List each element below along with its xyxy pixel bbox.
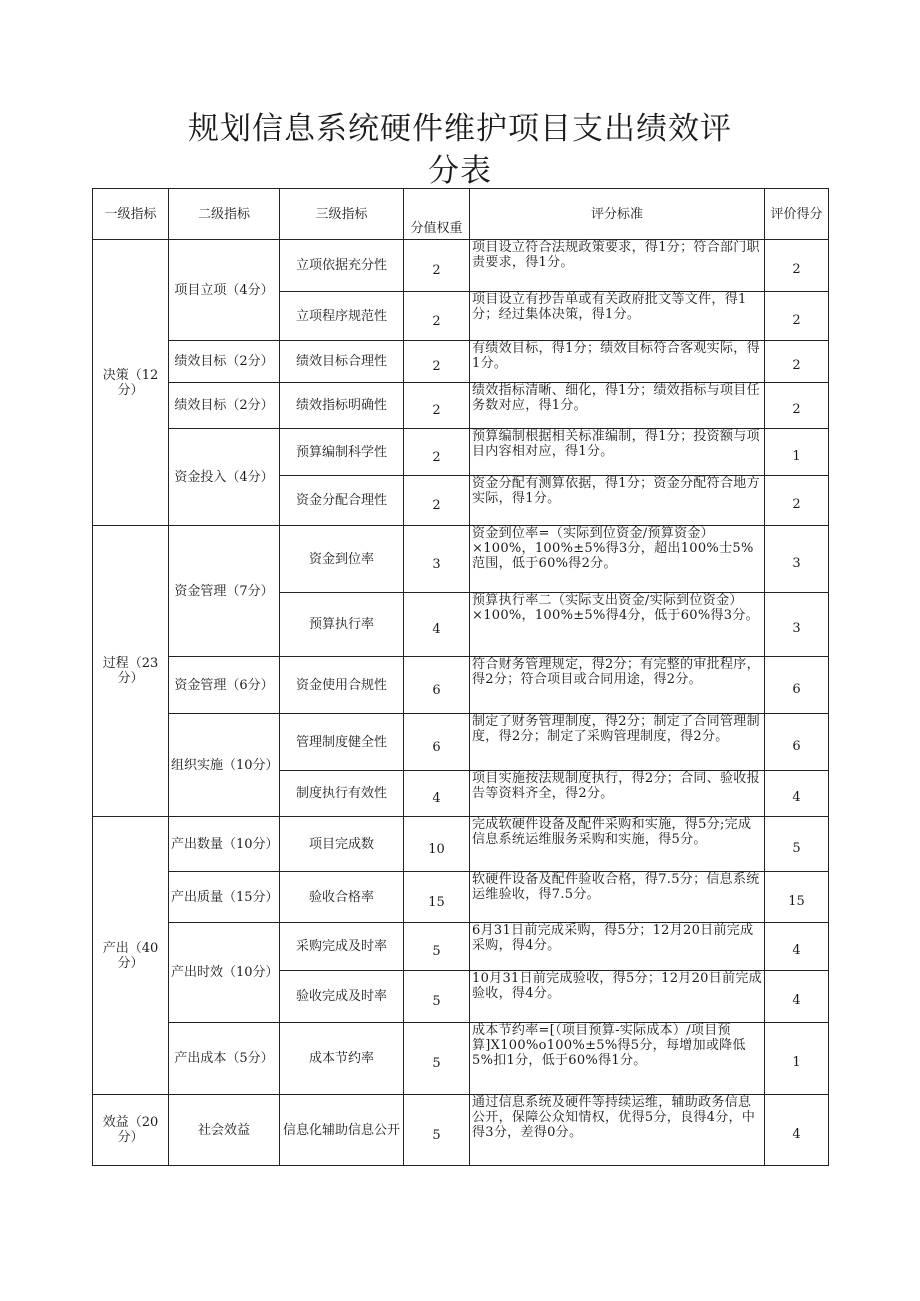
standard-cell: 项目实施按法规制度执行，得2分；合同、验收报告等资料齐全，得2分。 (470, 771, 765, 817)
level1-decision: 决策（12分） (93, 240, 169, 526)
weight-cell: 5 (404, 1023, 470, 1095)
table-row (93, 923, 829, 971)
standard-cell: 资金到位率=（实际到位资金/预算资金）×100%，100%±5%得3分，超出100%士5%范围，低于60%得2分。 (470, 526, 765, 593)
score-cell: 4 (765, 771, 829, 817)
weight-cell: 15 (404, 872, 470, 923)
weight-cell: 10 (404, 817, 470, 872)
level3-cell: 资金使用合规性 (280, 657, 404, 714)
weight-cell: 2 (404, 476, 470, 526)
level3-cell: 验收完成及时率 (280, 971, 404, 1023)
weight-cell: 5 (404, 923, 470, 971)
header-level3: 三级指标 (280, 189, 404, 240)
standard-cell: 通过信息系统及硬件等持续运维，辅助政务信息公开，保障公众知情权，优得5分，良得4分，中得3分，差得0分。 (470, 1095, 765, 1166)
weight-cell: 5 (404, 1095, 470, 1166)
score-cell: 4 (765, 923, 829, 971)
weight-cell: 4 (404, 771, 470, 817)
level3-cell: 立项依据充分性 (280, 240, 404, 292)
level2-output-quality: 产出质量（15分） (169, 872, 280, 923)
score-cell: 1 (765, 429, 829, 476)
level1-output: 产出（40分） (93, 817, 169, 1095)
level2-social: 社会效益 (169, 1095, 280, 1166)
weight-cell: 4 (404, 593, 470, 657)
table-row (93, 240, 829, 292)
level3-cell: 管理制度健全性 (280, 714, 404, 771)
standard-cell: 10月31日前完成验收，得5分；12月20日前完成验收，得4分。 (470, 971, 765, 1023)
score-cell: 2 (765, 341, 829, 383)
level3-cell: 绩效目标合理性 (280, 341, 404, 383)
level3-cell: 项目完成数 (280, 817, 404, 872)
score-cell: 6 (765, 657, 829, 714)
level3-cell: 立项程序规范性 (280, 292, 404, 341)
header-standard: 评分标准 (470, 189, 765, 240)
header-level2: 二级指标 (169, 189, 280, 240)
table-row (93, 714, 829, 771)
table-row (93, 429, 829, 476)
title-line-1: 规划信息系统硬件维护项目支出绩效评 (188, 111, 732, 147)
table-row (93, 1095, 829, 1166)
weight-cell: 2 (404, 240, 470, 292)
level3-cell: 信息化辅助信息公开 (280, 1095, 404, 1166)
score-cell: 3 (765, 593, 829, 657)
level2-output-cost: 产出成本（5分） (169, 1023, 280, 1095)
standard-cell: 资金分配有测算依据，得1分；资金分配符合地方实际，得1分。 (470, 476, 765, 526)
level1-process: 过程（23分） (93, 526, 169, 817)
standard-cell: 绩效指标清晰、细化，得1分；绩效指标与项目任务数对应，得1分。 (470, 383, 765, 429)
score-table (92, 188, 829, 1166)
level3-cell: 采购完成及时率 (280, 923, 404, 971)
level2-goal-1: 绩效目标（2分） (169, 341, 280, 383)
level2-goal-2: 绩效目标（2分） (169, 383, 280, 429)
score-cell: 2 (765, 383, 829, 429)
table-row (93, 872, 829, 923)
table-row (93, 341, 829, 383)
weight-cell: 5 (404, 971, 470, 1023)
header-weight: 分值权重 (404, 189, 470, 240)
score-cell: 6 (765, 714, 829, 771)
level2-output-qty: 产出数量（10分） (169, 817, 280, 872)
standard-cell: 预算执行率二（实际支出资金/实际到位资金）×100%，100%±5%得4分，低于60%得3分。 (470, 593, 765, 657)
score-cell: 2 (765, 476, 829, 526)
page-title (92, 108, 828, 192)
level2-fund-mgmt-1: 资金管理（7分） (169, 526, 280, 657)
standard-cell: 项目设立符合法规政策要求，得1分；符合部门职责要求，得1分。 (470, 240, 765, 292)
standard-cell: 成本节约率=[（项目预算-实际成本）/项目预算]X100%o100%±5%得5分，每增加或降低5%扣1分，低于60%得1分。 (470, 1023, 765, 1095)
level2-org-impl: 组织实施（10分） (169, 714, 280, 817)
table-row (93, 817, 829, 872)
level3-cell: 绩效指标明确性 (280, 383, 404, 429)
header-level1: 一级指标 (93, 189, 169, 240)
level3-cell: 资金分配合理性 (280, 476, 404, 526)
weight-cell: 2 (404, 429, 470, 476)
standard-cell: 项目设立有抄告单或有关政府批文等文件，得1分；经过集体决策，得1分。 (470, 292, 765, 341)
level3-cell: 成本节约率 (280, 1023, 404, 1095)
level3-cell: 验收合格率 (280, 872, 404, 923)
table-row (93, 1023, 829, 1095)
weight-cell: 2 (404, 383, 470, 429)
level2-project-setup: 项目立项（4分） (169, 240, 280, 341)
score-cell: 1 (765, 1023, 829, 1095)
standard-cell: 预算编制根据相关标准编制，得1分；投资额与项目内容相对应，得1分。 (470, 429, 765, 476)
level3-cell: 预算执行率 (280, 593, 404, 657)
title-line-2: 分表 (428, 153, 492, 189)
score-cell: 4 (765, 1095, 829, 1166)
header-score: 评价得分 (765, 189, 829, 240)
standard-cell: 6月31日前完成采购，得5分；12月20日前完成采购，得4分。 (470, 923, 765, 971)
score-cell: 3 (765, 526, 829, 593)
standard-cell: 软硬件设备及配件验收合格，得7.5分；信息系统运维验收，得7.5分。 (470, 872, 765, 923)
standard-cell: 完成软硬件设备及配件采购和实施，得5分;完成信息系统运维服务采购和实施，得5分。 (470, 817, 765, 872)
header-row (93, 189, 829, 240)
weight-cell: 3 (404, 526, 470, 593)
score-cell: 4 (765, 971, 829, 1023)
level3-cell: 制度执行有效性 (280, 771, 404, 817)
score-cell: 2 (765, 292, 829, 341)
table-row (93, 657, 829, 714)
level3-cell: 预算编制科学性 (280, 429, 404, 476)
weight-cell: 2 (404, 341, 470, 383)
weight-cell: 6 (404, 657, 470, 714)
standard-cell: 符合财务管理规定，得2分；有完整的审批程序，得2分；符合项目或合同用途，得2分。 (470, 657, 765, 714)
weight-cell: 6 (404, 714, 470, 771)
level2-funds-input: 资金投入（4分） (169, 429, 280, 526)
level2-output-time: 产出时效（10分） (169, 923, 280, 1023)
standard-cell: 制定了财务管理制度，得2分；制定了合同管理制度，得2分；制定了采购管理制度，得2分。 (470, 714, 765, 771)
standard-cell: 有绩效目标，得1分；绩效目标符合客观实际，得1分。 (470, 341, 765, 383)
table-row (93, 383, 829, 429)
level1-benefit: 效益（20分） (93, 1095, 169, 1166)
level3-cell: 资金到位率 (280, 526, 404, 593)
score-cell: 5 (765, 817, 829, 872)
level2-fund-mgmt-2: 资金管理（6分） (169, 657, 280, 714)
table-row (93, 526, 829, 593)
weight-cell: 2 (404, 292, 470, 341)
score-cell: 2 (765, 240, 829, 292)
score-cell: 15 (765, 872, 829, 923)
